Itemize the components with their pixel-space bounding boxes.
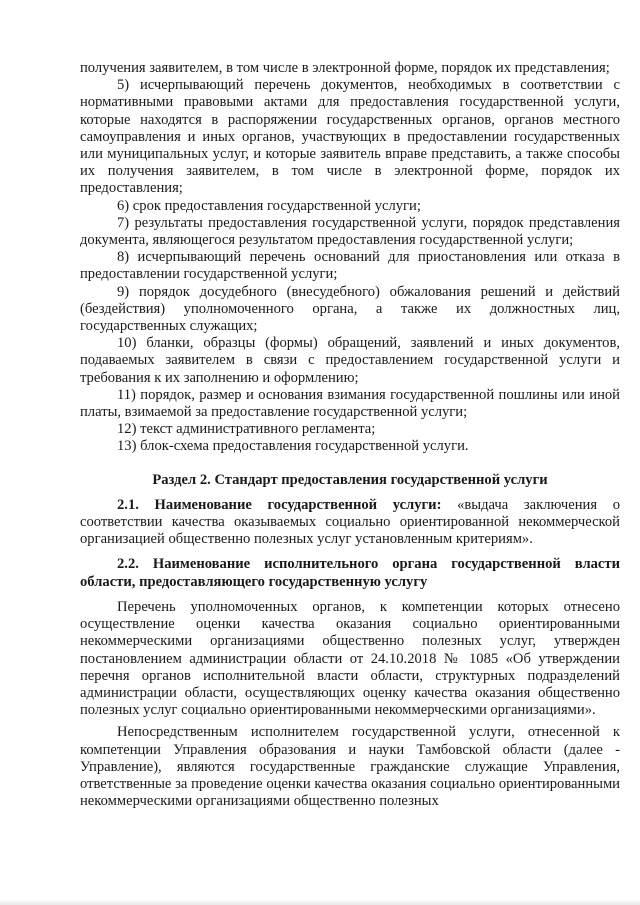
document-page — [80, 60, 620, 810]
paragraph-item-9: 9) порядок досудебного (внесудебного) обжалования решений и действий (бездействия) уполномоченного органа, а также их должностных лиц, государственных служащих; — [80, 283, 620, 335]
section-heading: Раздел 2. Стандарт предоставления государственной услуги — [152, 471, 548, 488]
section-2-2-paragraph-2: Непосредственным исполнителем государственной услуги, отнесенной к компетенции Управления образования и науки Тамбовской области (далее - Управление), являются государственные гражданские служащие Управления, ответственные за проведение оценки качества оказания социально ориентированными некоммерческими организациями общественно полезных — [80, 724, 620, 810]
paragraph-item-13: 13) блок-схема предоставления государственной услуги. — [117, 438, 469, 455]
section-2-1-text: «выдача заключения о соответствии качества оказываемых социально ориентированной некоммерческой организацией общественно полезных услуг установленным критериям». — [80, 496, 620, 548]
section-2-2-paragraph-1: Перечень уполномоченных органов, к компетенции которых отнесено осуществление оценки качества оказания социально ориентированными некоммерческими организациями общественно полезных услуг, утвержден постановлением администрации области от 24.10.2018 № 1085 «Об утверждении перечня органов исполнительной власти области, структурных подразделений администрации области, осуществляющих оценку качества оказания общественно полезных услуг социально ориентированными некоммерческими организациями». — [80, 598, 620, 719]
section-2-1 — [80, 497, 620, 549]
section-2-2-heading: 2.2. Наименование исполнительного органа государственной власти области, предоставляющего государственную услугу — [80, 556, 620, 590]
paragraph-item-12: 12) текст административного регламента; — [117, 421, 376, 438]
paragraph-item-11: 11) порядок, размер и основания взимания государственной пошлины или иной платы, взимаемой за предоставление государственной услуги; — [80, 386, 620, 421]
paragraph-item-5: 5) исчерпывающий перечень документов, необходимых в соответствии с нормативными правовыми актами для предоставления государственной услуги, которые находятся в распоряжении государственных органов, органов местного самоуправления и иных органов, участвующих в предоставлении государственных или муниципальных услуг, и которые заявитель вправе представить, а также способы их получения заявителем, в том числе в электронной форме, порядок их предоставления; — [80, 77, 620, 197]
paragraph-item-8: 8) исчерпывающий перечень оснований для приостановления или отказа в предоставлении государственной услуги; — [80, 249, 620, 283]
paragraph-item-7: 7) результаты предоставления государственной услуги, порядок представления документа, являющегося результатом предоставления государственной услуги; — [80, 214, 620, 249]
paragraph-item-6: 6) срок предоставления государственной услуги; — [117, 197, 421, 214]
scan-edge-shadow — [0, 899, 640, 905]
list-items — [80, 60, 620, 456]
paragraph-item-0: получения заявителем, в том числе в электронной форме, порядок их представления; — [80, 60, 610, 76]
paragraph-item-10: 10) бланки, образцы (формы) обращений, заявлений и иных документов, подаваемых заявителем в связи с предоставлением государственной услуги и требования к их заполнению и оформлению; — [80, 335, 620, 386]
section-2-1-title: 2.1. Наименование государственной услуги: — [117, 496, 442, 513]
